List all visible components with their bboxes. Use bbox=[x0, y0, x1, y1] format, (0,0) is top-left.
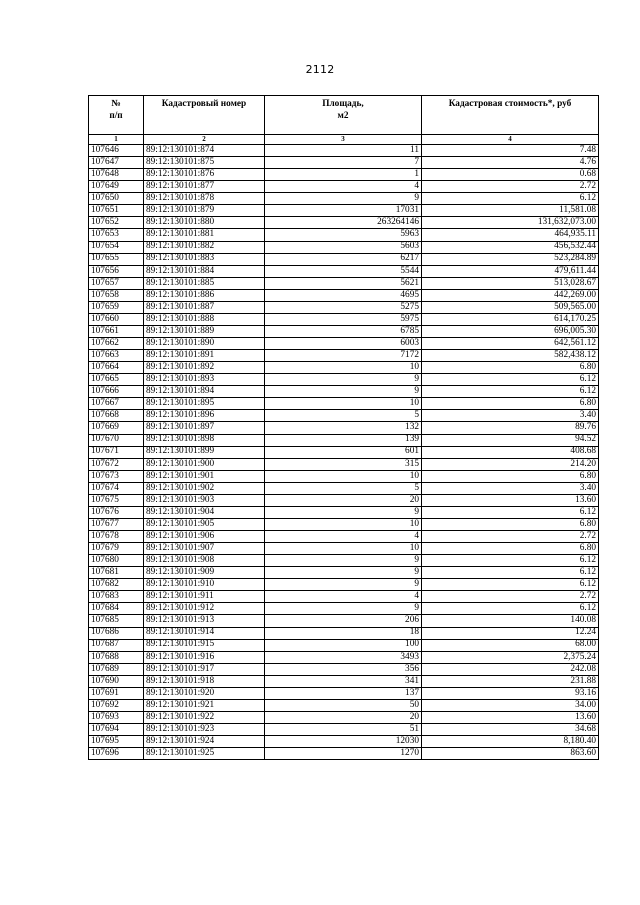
area-value: 263264146 bbox=[265, 217, 422, 229]
column-number: 3 bbox=[265, 135, 422, 145]
cadastral-cost: 2.72 bbox=[422, 591, 599, 603]
cadastral-number: 89:12:130101:900 bbox=[144, 458, 265, 470]
table-row bbox=[89, 205, 599, 217]
cadastral-table bbox=[88, 95, 599, 760]
cadastral-cost: 642,561.12 bbox=[422, 338, 599, 350]
cadastral-number: 89:12:130101:887 bbox=[144, 301, 265, 313]
cadastral-number: 89:12:130101:904 bbox=[144, 506, 265, 518]
row-number: 107658 bbox=[89, 289, 144, 301]
area-value: 11 bbox=[265, 145, 422, 157]
cadastral-number: 89:12:130101:918 bbox=[144, 675, 265, 687]
cadastral-number: 89:12:130101:899 bbox=[144, 446, 265, 458]
cadastral-cost: 6.80 bbox=[422, 470, 599, 482]
cadastral-number: 89:12:130101:877 bbox=[144, 181, 265, 193]
row-number: 107653 bbox=[89, 229, 144, 241]
table-row bbox=[89, 567, 599, 579]
area-value: 139 bbox=[265, 434, 422, 446]
row-number: 107647 bbox=[89, 157, 144, 169]
table-row bbox=[89, 169, 599, 181]
cadastral-number: 89:12:130101:916 bbox=[144, 651, 265, 663]
cadastral-cost: 34.00 bbox=[422, 699, 599, 711]
row-number: 107681 bbox=[89, 567, 144, 579]
table-row bbox=[89, 724, 599, 736]
table-row bbox=[89, 603, 599, 615]
area-value: 6217 bbox=[265, 253, 422, 265]
cadastral-cost: 6.12 bbox=[422, 374, 599, 386]
cadastral-number: 89:12:130101:909 bbox=[144, 567, 265, 579]
table-row bbox=[89, 277, 599, 289]
area-value: 1270 bbox=[265, 748, 422, 760]
cadastral-cost: 582,438.12 bbox=[422, 350, 599, 362]
cadastral-number: 89:12:130101:882 bbox=[144, 241, 265, 253]
table-row bbox=[89, 531, 599, 543]
area-value: 20 bbox=[265, 711, 422, 723]
cadastral-number: 89:12:130101:876 bbox=[144, 169, 265, 181]
table-row bbox=[89, 543, 599, 555]
table-row bbox=[89, 338, 599, 350]
area-value: 5603 bbox=[265, 241, 422, 253]
area-value: 10 bbox=[265, 518, 422, 530]
cadastral-number: 89:12:130101:923 bbox=[144, 724, 265, 736]
cadastral-cost: 456,532.44 bbox=[422, 241, 599, 253]
cadastral-number: 89:12:130101:908 bbox=[144, 555, 265, 567]
cadastral-cost: 140.08 bbox=[422, 615, 599, 627]
row-number: 107691 bbox=[89, 687, 144, 699]
row-number: 107661 bbox=[89, 325, 144, 337]
cadastral-number: 89:12:130101:880 bbox=[144, 217, 265, 229]
row-number: 107678 bbox=[89, 531, 144, 543]
cadastral-number: 89:12:130101:878 bbox=[144, 193, 265, 205]
row-number: 107685 bbox=[89, 615, 144, 627]
area-value: 100 bbox=[265, 639, 422, 651]
area-value: 4 bbox=[265, 531, 422, 543]
cadastral-cost: 7.48 bbox=[422, 145, 599, 157]
row-number: 107675 bbox=[89, 494, 144, 506]
table-row bbox=[89, 711, 599, 723]
header-cadastral-number-label: Кадастровый номер bbox=[161, 99, 247, 109]
table-row bbox=[89, 217, 599, 229]
cadastral-number: 89:12:130101:890 bbox=[144, 338, 265, 350]
column-number: 2 bbox=[144, 135, 265, 145]
table-row bbox=[89, 241, 599, 253]
cadastral-number: 89:12:130101:896 bbox=[144, 410, 265, 422]
cadastral-number: 89:12:130101:921 bbox=[144, 699, 265, 711]
header-area-label: Площадь, м2 bbox=[322, 99, 364, 121]
area-value: 4 bbox=[265, 181, 422, 193]
header-cadastral-cost-label: Кадастровая стоимость*, руб bbox=[448, 99, 572, 109]
area-value: 4695 bbox=[265, 289, 422, 301]
table-row bbox=[89, 591, 599, 603]
table-row bbox=[89, 663, 599, 675]
cadastral-cost: 6.12 bbox=[422, 579, 599, 591]
area-value: 9 bbox=[265, 555, 422, 567]
cadastral-cost: 523,284.89 bbox=[422, 253, 599, 265]
cadastral-number: 89:12:130101:914 bbox=[144, 627, 265, 639]
area-value: 10 bbox=[265, 398, 422, 410]
cadastral-cost: 68.00 bbox=[422, 639, 599, 651]
area-value: 9 bbox=[265, 567, 422, 579]
row-number: 107669 bbox=[89, 422, 144, 434]
row-number: 107665 bbox=[89, 374, 144, 386]
area-value: 5275 bbox=[265, 301, 422, 313]
cadastral-number: 89:12:130101:891 bbox=[144, 350, 265, 362]
row-number: 107648 bbox=[89, 169, 144, 181]
row-number: 107651 bbox=[89, 205, 144, 217]
table-row bbox=[89, 229, 599, 241]
cadastral-number: 89:12:130101:895 bbox=[144, 398, 265, 410]
cadastral-cost: 89.76 bbox=[422, 422, 599, 434]
cadastral-cost: 8,180.40 bbox=[422, 736, 599, 748]
cadastral-cost: 6.80 bbox=[422, 398, 599, 410]
cadastral-cost: 6.12 bbox=[422, 603, 599, 615]
area-value: 5621 bbox=[265, 277, 422, 289]
cadastral-cost: 863.60 bbox=[422, 748, 599, 760]
table-row bbox=[89, 675, 599, 687]
area-value: 9 bbox=[265, 386, 422, 398]
table-row bbox=[89, 145, 599, 157]
area-value: 4 bbox=[265, 591, 422, 603]
row-number: 107683 bbox=[89, 591, 144, 603]
cadastral-number: 89:12:130101:886 bbox=[144, 289, 265, 301]
area-value: 5 bbox=[265, 410, 422, 422]
table-row bbox=[89, 494, 599, 506]
cadastral-number: 89:12:130101:922 bbox=[144, 711, 265, 723]
table-row bbox=[89, 193, 599, 205]
area-value: 5963 bbox=[265, 229, 422, 241]
area-value: 137 bbox=[265, 687, 422, 699]
row-number: 107646 bbox=[89, 145, 144, 157]
header-cadastral-cost bbox=[422, 96, 599, 135]
row-number: 107694 bbox=[89, 724, 144, 736]
area-value: 6785 bbox=[265, 325, 422, 337]
area-value: 17031 bbox=[265, 205, 422, 217]
table-row bbox=[89, 518, 599, 530]
table-header bbox=[89, 96, 599, 145]
table-row bbox=[89, 434, 599, 446]
table-row bbox=[89, 422, 599, 434]
table-row bbox=[89, 181, 599, 193]
area-value: 356 bbox=[265, 663, 422, 675]
area-value: 3493 bbox=[265, 651, 422, 663]
row-number: 107684 bbox=[89, 603, 144, 615]
cadastral-number: 89:12:130101:924 bbox=[144, 736, 265, 748]
area-value: 7172 bbox=[265, 350, 422, 362]
cadastral-number: 89:12:130101:898 bbox=[144, 434, 265, 446]
row-number: 107650 bbox=[89, 193, 144, 205]
cadastral-number: 89:12:130101:874 bbox=[144, 145, 265, 157]
header-number bbox=[89, 96, 144, 135]
area-value: 206 bbox=[265, 615, 422, 627]
cadastral-number: 89:12:130101:884 bbox=[144, 265, 265, 277]
table-row bbox=[89, 639, 599, 651]
table-body bbox=[89, 145, 599, 760]
cadastral-number: 89:12:130101:883 bbox=[144, 253, 265, 265]
cadastral-cost: 214.20 bbox=[422, 458, 599, 470]
cadastral-number: 89:12:130101:879 bbox=[144, 205, 265, 217]
cadastral-cost: 509,565.00 bbox=[422, 301, 599, 313]
row-number: 107666 bbox=[89, 386, 144, 398]
cadastral-cost: 3.40 bbox=[422, 410, 599, 422]
table-row bbox=[89, 627, 599, 639]
cadastral-cost: 6.12 bbox=[422, 506, 599, 518]
row-number: 107652 bbox=[89, 217, 144, 229]
page-number: 2112 bbox=[305, 63, 335, 76]
table-row bbox=[89, 748, 599, 760]
row-number: 107676 bbox=[89, 506, 144, 518]
area-value: 7 bbox=[265, 157, 422, 169]
header-area bbox=[265, 96, 422, 135]
area-value: 9 bbox=[265, 579, 422, 591]
table-row bbox=[89, 458, 599, 470]
row-number: 107660 bbox=[89, 313, 144, 325]
cadastral-cost: 11,581.08 bbox=[422, 205, 599, 217]
cadastral-cost: 6.80 bbox=[422, 362, 599, 374]
cadastral-cost: 479,611.44 bbox=[422, 265, 599, 277]
header-cadastral-number bbox=[144, 96, 265, 135]
row-number: 107679 bbox=[89, 543, 144, 555]
cadastral-cost: 513,028.67 bbox=[422, 277, 599, 289]
cadastral-number: 89:12:130101:893 bbox=[144, 374, 265, 386]
table-row bbox=[89, 470, 599, 482]
row-number: 107667 bbox=[89, 398, 144, 410]
area-value: 9 bbox=[265, 603, 422, 615]
cadastral-number: 89:12:130101:913 bbox=[144, 615, 265, 627]
cadastral-cost: 242.08 bbox=[422, 663, 599, 675]
table-row bbox=[89, 301, 599, 313]
cadastral-cost: 131,632,073.00 bbox=[422, 217, 599, 229]
area-value: 5 bbox=[265, 482, 422, 494]
cadastral-cost: 93.16 bbox=[422, 687, 599, 699]
area-value: 51 bbox=[265, 724, 422, 736]
row-number: 107671 bbox=[89, 446, 144, 458]
table-row bbox=[89, 687, 599, 699]
cadastral-cost: 0.68 bbox=[422, 169, 599, 181]
row-number: 107696 bbox=[89, 748, 144, 760]
cadastral-number: 89:12:130101:885 bbox=[144, 277, 265, 289]
area-value: 601 bbox=[265, 446, 422, 458]
row-number: 107686 bbox=[89, 627, 144, 639]
cadastral-cost: 2,375.24 bbox=[422, 651, 599, 663]
area-value: 20 bbox=[265, 494, 422, 506]
cadastral-cost: 2.72 bbox=[422, 531, 599, 543]
cadastral-cost: 408.68 bbox=[422, 446, 599, 458]
row-number: 107692 bbox=[89, 699, 144, 711]
cadastral-cost: 614,170.25 bbox=[422, 313, 599, 325]
row-number: 107695 bbox=[89, 736, 144, 748]
row-number: 107657 bbox=[89, 277, 144, 289]
row-number: 107677 bbox=[89, 518, 144, 530]
area-value: 132 bbox=[265, 422, 422, 434]
cadastral-number: 89:12:130101:892 bbox=[144, 362, 265, 374]
column-number-row bbox=[89, 135, 599, 145]
area-value: 18 bbox=[265, 627, 422, 639]
cadastral-number: 89:12:130101:897 bbox=[144, 422, 265, 434]
table-row bbox=[89, 615, 599, 627]
cadastral-number: 89:12:130101:881 bbox=[144, 229, 265, 241]
area-value: 1 bbox=[265, 169, 422, 181]
cadastral-number: 89:12:130101:917 bbox=[144, 663, 265, 675]
cadastral-cost: 13.60 bbox=[422, 494, 599, 506]
row-number: 107656 bbox=[89, 265, 144, 277]
table-row bbox=[89, 325, 599, 337]
table-row bbox=[89, 157, 599, 169]
row-number: 107688 bbox=[89, 651, 144, 663]
row-number: 107672 bbox=[89, 458, 144, 470]
row-number: 107662 bbox=[89, 338, 144, 350]
cadastral-cost: 696,005.30 bbox=[422, 325, 599, 337]
table-row bbox=[89, 579, 599, 591]
cadastral-number: 89:12:130101:888 bbox=[144, 313, 265, 325]
area-value: 10 bbox=[265, 362, 422, 374]
column-number: 1 bbox=[89, 135, 144, 145]
table-row bbox=[89, 362, 599, 374]
cadastral-number: 89:12:130101:915 bbox=[144, 639, 265, 651]
cadastral-cost: 6.80 bbox=[422, 518, 599, 530]
row-number: 107682 bbox=[89, 579, 144, 591]
row-number: 107670 bbox=[89, 434, 144, 446]
table-row bbox=[89, 350, 599, 362]
table-row bbox=[89, 265, 599, 277]
cadastral-cost: 2.72 bbox=[422, 181, 599, 193]
cadastral-cost: 4.76 bbox=[422, 157, 599, 169]
row-number: 107659 bbox=[89, 301, 144, 313]
row-number: 107689 bbox=[89, 663, 144, 675]
row-number: 107693 bbox=[89, 711, 144, 723]
cadastral-cost: 13.60 bbox=[422, 711, 599, 723]
table-row bbox=[89, 386, 599, 398]
row-number: 107687 bbox=[89, 639, 144, 651]
cadastral-number: 89:12:130101:907 bbox=[144, 543, 265, 555]
cadastral-cost: 6.12 bbox=[422, 193, 599, 205]
cadastral-cost: 442,269.00 bbox=[422, 289, 599, 301]
area-value: 5975 bbox=[265, 313, 422, 325]
area-value: 9 bbox=[265, 193, 422, 205]
area-value: 12030 bbox=[265, 736, 422, 748]
table-row bbox=[89, 446, 599, 458]
cadastral-number: 89:12:130101:906 bbox=[144, 531, 265, 543]
cadastral-cost: 464,935.11 bbox=[422, 229, 599, 241]
area-value: 9 bbox=[265, 506, 422, 518]
table-row bbox=[89, 374, 599, 386]
cadastral-cost: 6.12 bbox=[422, 555, 599, 567]
cadastral-cost: 34.68 bbox=[422, 724, 599, 736]
cadastral-number: 89:12:130101:920 bbox=[144, 687, 265, 699]
row-number: 107655 bbox=[89, 253, 144, 265]
area-value: 315 bbox=[265, 458, 422, 470]
cadastral-cost: 6.80 bbox=[422, 543, 599, 555]
row-number: 107668 bbox=[89, 410, 144, 422]
header-row bbox=[89, 96, 599, 135]
row-number: 107680 bbox=[89, 555, 144, 567]
cadastral-cost: 3.40 bbox=[422, 482, 599, 494]
header-number-label: № п/п bbox=[109, 99, 123, 121]
table-row bbox=[89, 555, 599, 567]
cadastral-number: 89:12:130101:910 bbox=[144, 579, 265, 591]
table-row bbox=[89, 699, 599, 711]
row-number: 107690 bbox=[89, 675, 144, 687]
cadastral-cost: 12.24 bbox=[422, 627, 599, 639]
area-value: 5544 bbox=[265, 265, 422, 277]
cadastral-cost: 6.12 bbox=[422, 386, 599, 398]
row-number: 107664 bbox=[89, 362, 144, 374]
cadastral-number: 89:12:130101:925 bbox=[144, 748, 265, 760]
table-row bbox=[89, 651, 599, 663]
cadastral-number: 89:12:130101:894 bbox=[144, 386, 265, 398]
area-value: 6003 bbox=[265, 338, 422, 350]
table-row bbox=[89, 253, 599, 265]
table-row bbox=[89, 398, 599, 410]
area-value: 10 bbox=[265, 543, 422, 555]
cadastral-cost: 94.52 bbox=[422, 434, 599, 446]
table-row bbox=[89, 736, 599, 748]
cadastral-number: 89:12:130101:903 bbox=[144, 494, 265, 506]
cadastral-number: 89:12:130101:901 bbox=[144, 470, 265, 482]
row-number: 107663 bbox=[89, 350, 144, 362]
area-value: 10 bbox=[265, 470, 422, 482]
cadastral-number: 89:12:130101:875 bbox=[144, 157, 265, 169]
table-row bbox=[89, 482, 599, 494]
row-number: 107654 bbox=[89, 241, 144, 253]
row-number: 107649 bbox=[89, 181, 144, 193]
row-number: 107674 bbox=[89, 482, 144, 494]
area-value: 341 bbox=[265, 675, 422, 687]
area-value: 50 bbox=[265, 699, 422, 711]
column-number: 4 bbox=[422, 135, 599, 145]
cadastral-number: 89:12:130101:912 bbox=[144, 603, 265, 615]
area-value: 9 bbox=[265, 374, 422, 386]
cadastral-cost: 6.12 bbox=[422, 567, 599, 579]
table-row bbox=[89, 289, 599, 301]
cadastral-number: 89:12:130101:905 bbox=[144, 518, 265, 530]
row-number: 107673 bbox=[89, 470, 144, 482]
cadastral-number: 89:12:130101:889 bbox=[144, 325, 265, 337]
cadastral-number: 89:12:130101:902 bbox=[144, 482, 265, 494]
table-row bbox=[89, 313, 599, 325]
cadastral-number: 89:12:130101:911 bbox=[144, 591, 265, 603]
table-row bbox=[89, 410, 599, 422]
table-row bbox=[89, 506, 599, 518]
cadastral-cost: 231.88 bbox=[422, 675, 599, 687]
